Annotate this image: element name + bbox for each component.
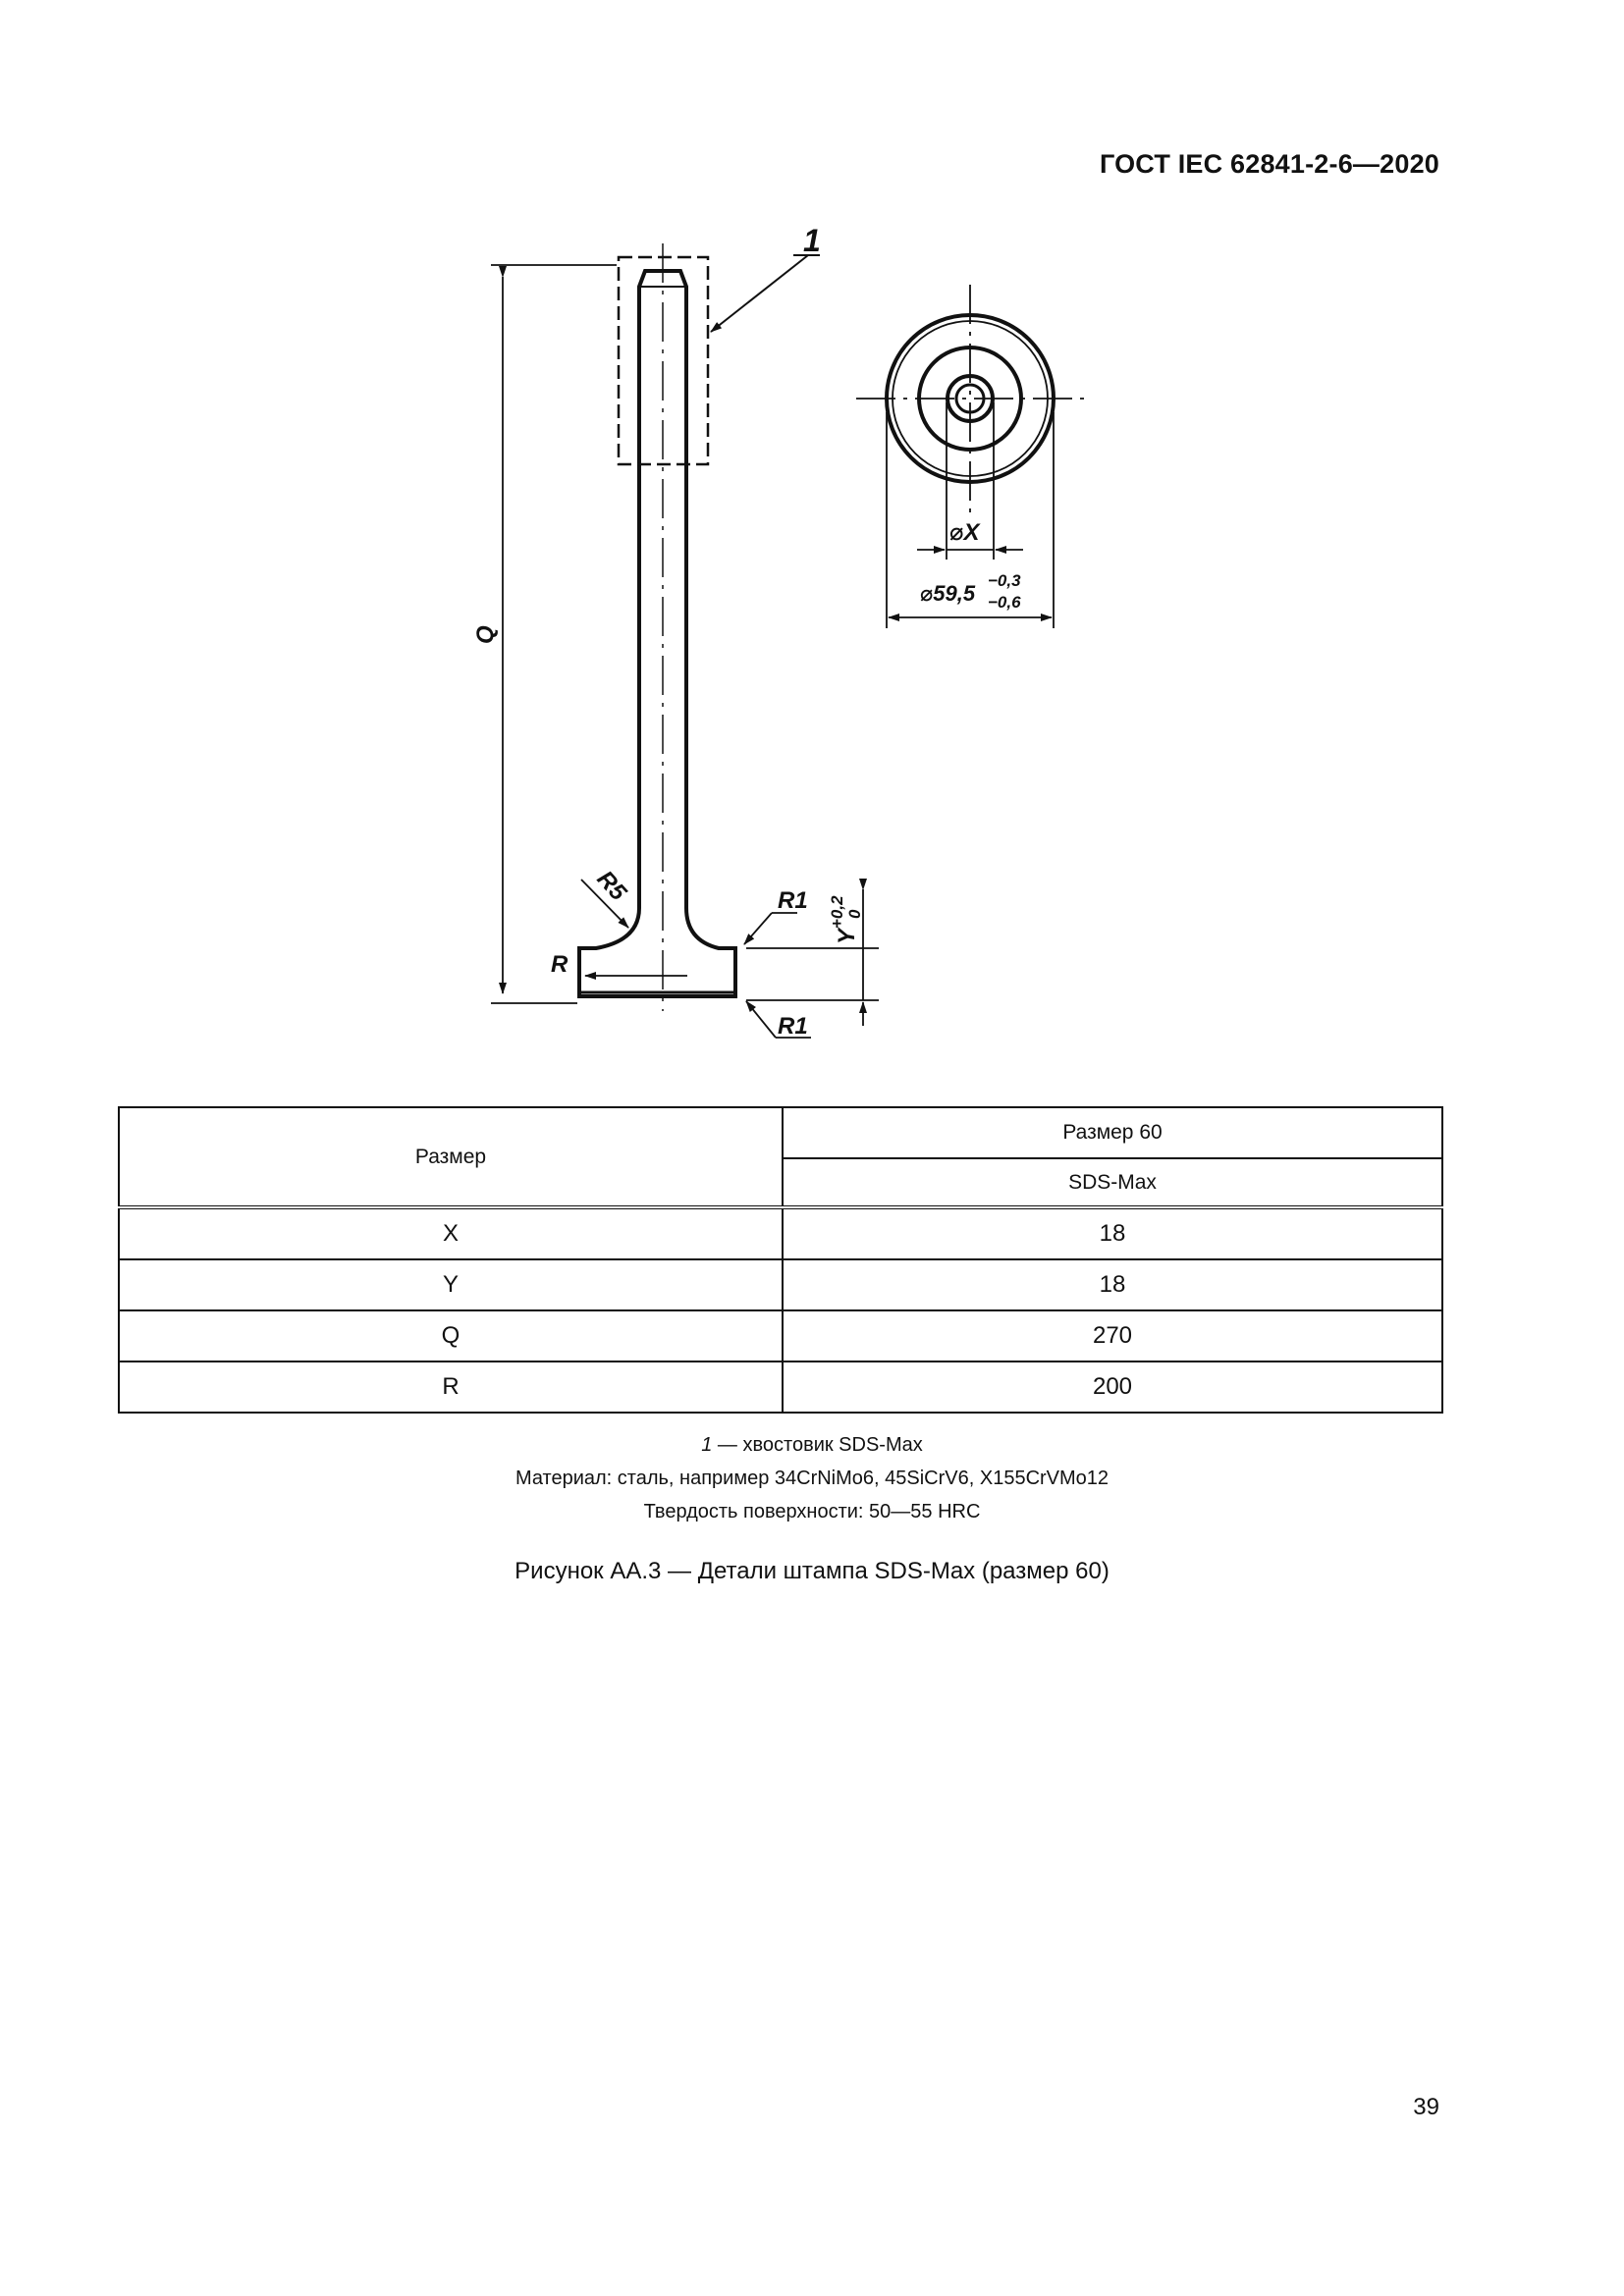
dim-d-label: ⌀59,5 [920, 581, 976, 606]
header-size: Размер [119, 1107, 783, 1207]
dim-r1-top-label: R1 [778, 887, 808, 914]
row-value: 18 [783, 1259, 1442, 1310]
header-sds-max: SDS-Max [783, 1158, 1442, 1207]
callout-1-label: 1 [803, 223, 821, 258]
row-value: 270 [783, 1310, 1442, 1362]
stamp-side-view [579, 243, 735, 1011]
note-1 [0, 1428, 1624, 1462]
document-header: ГОСТ IEC 62841-2-6—2020 [1099, 149, 1439, 179]
row-name: R [119, 1362, 783, 1413]
dim-r-label: R [551, 951, 568, 978]
row-name: X [119, 1207, 783, 1259]
dim-q-label: Q [472, 625, 499, 644]
note-1-text: — хвостовик SDS-Max [712, 1434, 923, 1456]
stamp-top-view [856, 285, 1084, 512]
dim-d-tol-upper: −0,3 [988, 571, 1021, 590]
header-size-60: Размер 60 [783, 1107, 1442, 1158]
dim-r5-label: R5 [591, 865, 632, 906]
callout-1-leader [711, 255, 808, 332]
dim-q [491, 265, 617, 1003]
dim-d-tol-lower: −0,6 [988, 593, 1021, 612]
row-name: Y [119, 1259, 783, 1310]
note-material: Материал: сталь, например 34CrNiMo6, 45SiCrV6, X155CrVMo12 [514, 1468, 1110, 1489]
dim-x-label: ⌀X [949, 519, 980, 546]
figure-caption: Рисунок АА.3 — Детали штампа SDS-Max (размер 60) [514, 1558, 1110, 1584]
dimensions-table [118, 1106, 1443, 1414]
table-row [119, 1207, 1442, 1259]
dim-y-label: Y [834, 928, 860, 944]
outer-circle [887, 315, 1054, 482]
row-name: Q [119, 1310, 783, 1362]
note-1-number: 1 [701, 1434, 713, 1456]
row-value: 18 [783, 1207, 1442, 1259]
table-row [119, 1259, 1442, 1310]
dim-r1-bottom-label: R1 [778, 1013, 808, 1040]
note-hardness: Твердость поверхности: 50—55 HRC [643, 1501, 981, 1522]
figure-notes [0, 1428, 1624, 1528]
dim-y-tol-lower: 0 [845, 909, 864, 919]
table-row [119, 1310, 1442, 1362]
dim-y-tol-upper: +0,2 [828, 895, 846, 929]
page-number: 39 [1413, 2094, 1439, 2120]
table-row [119, 1362, 1442, 1413]
technical-drawing [0, 0, 1624, 1080]
row-value: 200 [783, 1362, 1442, 1413]
